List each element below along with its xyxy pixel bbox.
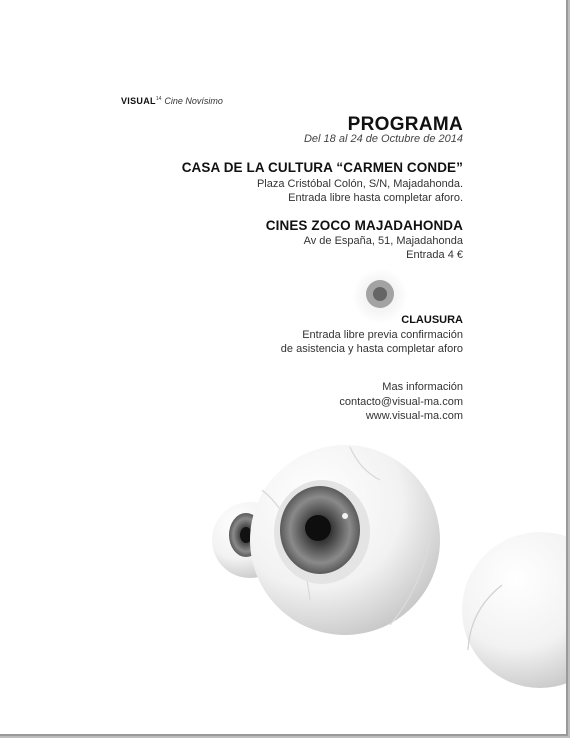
series-subtitle: Cine Novísimo bbox=[164, 96, 223, 106]
small-eye bbox=[352, 268, 408, 324]
website-link[interactable]: www.visual-ma.com bbox=[365, 410, 463, 422]
clausura-line-1: Entrada libre previa confirmación bbox=[302, 329, 463, 341]
edition-number: 14 bbox=[155, 96, 162, 102]
venue-2-name: CINES ZOCO MAJADAHONDA bbox=[265, 218, 463, 233]
program-dates: Del 18 al 24 de Octubre de 2014 bbox=[303, 133, 463, 145]
venue-1-entry: Entrada libre hasta completar aforo. bbox=[288, 192, 463, 204]
venue-1-address: Plaza Cristóbal Colón, S/N, Majadahonda. bbox=[256, 178, 463, 190]
venue-2-entry: Entrada 4 € bbox=[406, 249, 463, 261]
brand-name: VISUAL bbox=[121, 96, 156, 106]
contact-email[interactable]: contacto@visual-ma.com bbox=[339, 396, 463, 408]
venue-2-address: Av de España, 51, Majadahonda bbox=[303, 235, 463, 247]
main-eye bbox=[250, 445, 440, 635]
clausura-line-2: de asistencia y hasta completar aforo bbox=[280, 343, 463, 355]
clausura-title: CLAUSURA bbox=[401, 314, 463, 326]
right-partial-eye bbox=[462, 532, 566, 688]
series-header bbox=[121, 96, 223, 106]
venue-1-name: CASA DE LA CULTURA “CARMEN CONDE” bbox=[181, 160, 463, 175]
program-title: PROGRAMA bbox=[347, 114, 463, 135]
info-label: Mas información bbox=[382, 381, 463, 393]
